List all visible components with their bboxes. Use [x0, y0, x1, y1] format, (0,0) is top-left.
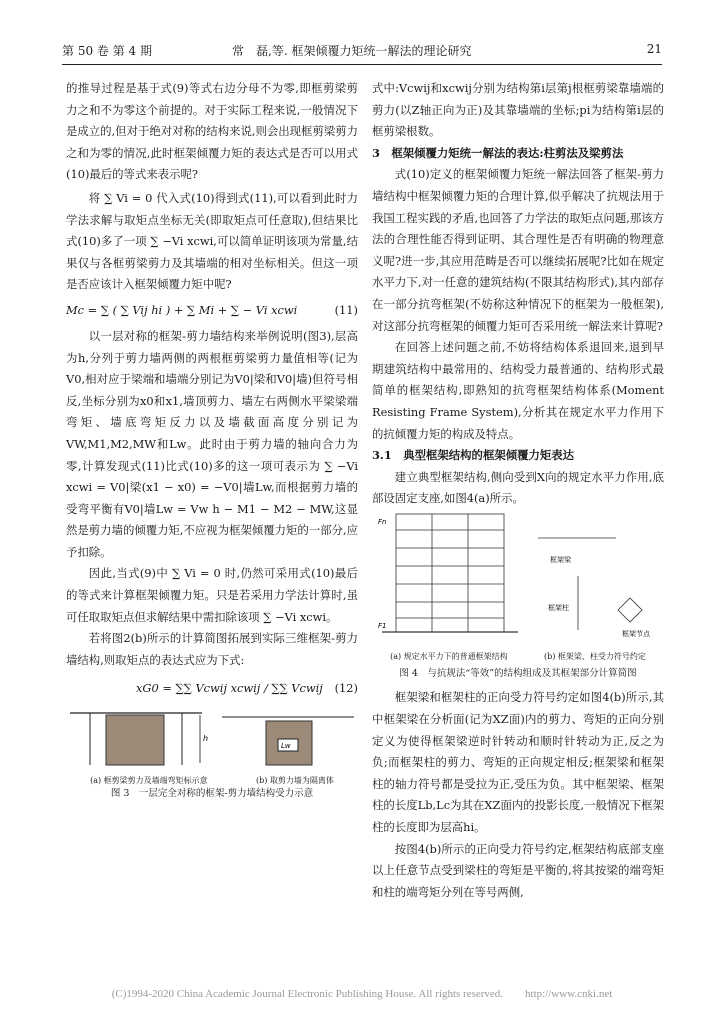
beam-label: 框架梁	[550, 555, 571, 564]
paragraph: 若将图2(b)所示的计算简图拓展到实际三维框架-剪力墙结构,则取矩点的表达式应为下式:	[66, 631, 358, 667]
joint-label: 框架节点	[622, 629, 650, 638]
force-label: F1	[378, 621, 387, 630]
force-label: Fn	[378, 517, 387, 526]
paragraph: 框架梁和框架柱的正向受力符号约定如图4(b)所示,其中框架梁在分析面(记为XZ面)内的剪力、弯矩的正向分别定义为使得框架梁逆时针转动和顺时针转动为正,反之为负;而框架柱的剪力、弯矩的正向规定相反;框架梁和框架柱的轴力符号都是受拉为正,受压为负。其中框架梁、框架柱的长度Lb,Lc为其在XZ面内的投影长度,一般情况下框架柱的长度即为层高hi。	[372, 690, 664, 835]
height-label: h	[203, 734, 209, 744]
header-rule	[62, 64, 662, 65]
figure-4-subcaptions: (a) 规定水平力下的普通框架结构 (b) 框架梁、柱受力符号约定	[390, 652, 646, 662]
equation-12: xG0 = ∑∑ Vcwij xcwij / ∑∑ Vcwij (12)	[136, 680, 358, 695]
paragraph: 因此,当式(9)中 ∑ Vi = 0 时,仍然可采用式(10)最后的等式来计算框架倾覆力矩。只是若采用力学法计算时,虽可任取取矩点但求解结果中需扣除该项 ∑ −Vi xcwi。	[66, 566, 358, 624]
wall-label: Lw	[281, 742, 291, 751]
frame-outline	[396, 514, 504, 632]
paragraph: 按图4(b)所示的正向受力符号约定,框架结构底部支座以上任意节点受到梁柱的弯矩是平衡的,将其按梁的端弯矩和柱的端弯矩分列在等号两侧,	[372, 841, 664, 899]
paragraph: 在回答上述问题之前,不妨将结构体系退回来,退到早期建筑结构中最常用的、结构受力最普通的、结构形式最简单的框架结构,即熟知的抗弯框架结构体系(Moment Resisting Frame System),分析其在规定水平力作用下的抗倾覆力矩的构成及特点。	[372, 340, 664, 441]
paragraph: 将 ∑ Vi = 0 代入式(10)得到式(11),可以看到此时力学法求解与取矩点坐标无关(即取矩点可任意取),但结果比式(10)多了一项 ∑ −Vi xcwi,可以简单证明该项为常量,结果仅与各框剪梁剪力及其墙端的相对坐标相关。但这一项是否应该计入框架倾覆力矩中呢?	[66, 190, 358, 292]
right-column	[372, 78, 664, 903]
joint-symbol	[618, 598, 642, 622]
section-heading: 3 框架倾覆力矩统一解法的表达:柱剪法及梁剪法	[372, 145, 624, 160]
paragraph: 的推导过程是基于式(9)等式右边分母不为零,即框剪梁剪力之和不为零这个前提的。对于实际工程来说,一般情况下是成立的,但对于绝对对称的结构来说,则会出现框剪梁剪力之和为零的情况,此时框架倾覆力矩的表达式是否可以用式(10)最后的等式来表示呢?	[66, 81, 359, 182]
subsection-heading: 3.1 典型框架结构的框架倾覆力矩表达	[372, 448, 575, 463]
figure-3-subcaptions: (a) 框剪梁剪力及墙端弯矩标示意 (b) 取剪力墙为隔离体	[90, 776, 334, 786]
page-header	[62, 42, 662, 64]
figure-3	[66, 705, 358, 801]
shear-wall	[106, 715, 164, 765]
running-title: 常 磊,等. 框架倾覆力矩统一解法的理论研究	[232, 44, 472, 58]
copyright-footer: (C)1994-2020 China Academic Journal Electronic Publishing House. All rights reserved. http://www.cnki.net	[111, 988, 613, 1000]
figure-4	[372, 510, 664, 682]
left-column	[66, 78, 358, 801]
paragraph: 式中:Vcwij和xcwij分别为结构第i层第j根框剪梁靠墙端的剪力(以Z轴正向为正)及其靠墙端的坐标;pi为结构第i层的框剪梁根数。	[372, 81, 664, 139]
figure-3-diagram	[66, 705, 358, 767]
figure-4-diagram	[372, 510, 664, 644]
journal-issue: 第 50 卷 第 4 期	[62, 44, 152, 58]
equation-11: Mc = ∑ ( ∑ Vij hi ) + ∑ Mi + ∑ − Vi xcwi (11)	[66, 303, 358, 318]
page-number: 21	[646, 42, 662, 56]
paragraph: 以一层对称的框架-剪力墙结构来举例说明(图3),层高为h,分列于剪力墙两侧的两根框剪梁剪力量值相等(记为V0,相对应于梁端和墙端分别记为V0|梁和V0|墙)但符号相反,坐标分别为x0和x1,墙顶剪力、墙左右两侧水平梁梁端弯矩、墙底弯矩反力以及墙截面高度分别记为VW,M1,M2,MW和Lw。此时由于剪力墙的轴向合力为零,计算发现式(11)比式(10)多的这一项可表示为 ∑ −Vi xcwi = V0|梁(x1 − x0) = −V0|墙Lw,而根据剪力墙的受弯平衡有V0|墙Lw = Vw h − M1 − M2 − MW,这显然是剪力墙的倾覆力矩,不应视为框架倾覆力矩的一部分,应予扣除。	[66, 328, 359, 559]
figure-3-caption: 图 3 一层完全对称的框架-剪力墙结构受力示意	[110, 788, 314, 800]
paragraph: 式(10)定义的框架倾覆力矩统一解法回答了框架-剪力墙结构中框架倾覆力矩的合理计算,似乎解决了抗规法用于我国工程实践的矛盾,也回答了力学法的取矩点问题,那该方法的合理性能否得到证明、其合理性是否有明确的物理意义呢?进一步,其应用范畴是否可以继续拓展呢?比如在规定水平力下,对一任意的建筑结构(不限其结构形式),其内部存在一部分抗弯框架(不妨称这种情况下的框架为一般框架),对这部分抗弯框架的倾覆力矩可否采用统一解法来计算呢?	[372, 167, 665, 333]
paragraph: 建立典型框架结构,侧向受到X向的规定水平力作用,底部设固定支座,如图4(a)所示。	[372, 469, 664, 506]
figure-4-caption: 图 4 与抗规法“等效”的结构组成及其框架部分计算简图	[399, 668, 637, 680]
column-label: 框架柱	[548, 603, 569, 612]
